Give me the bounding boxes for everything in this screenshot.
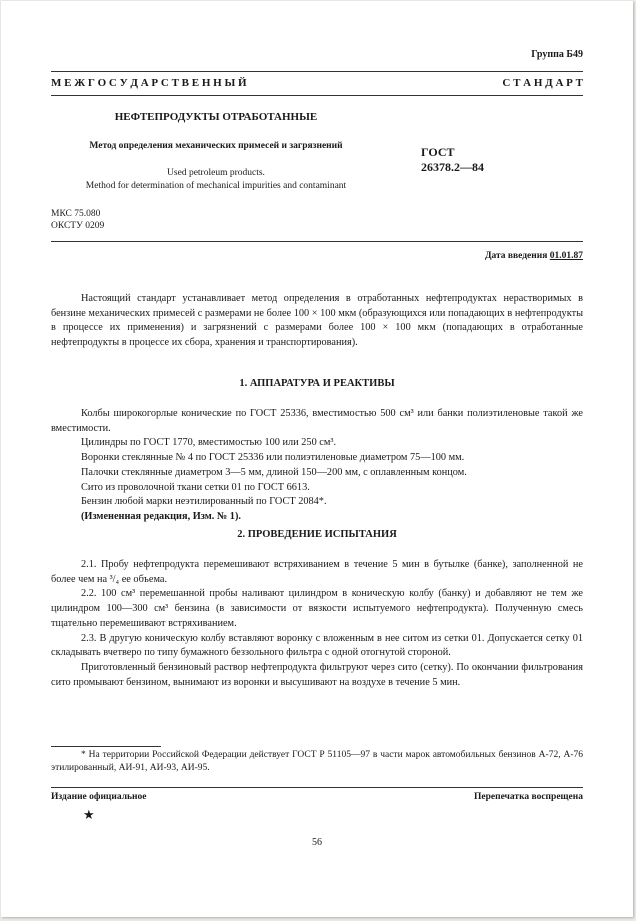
revision-note: (Измененная редакция, Изм. № 1).	[81, 510, 241, 522]
footer-rule	[51, 787, 583, 788]
clause-2-3: 2.3. В другую коническую колбу вставляют воронку с вложенным в нее ситом из сетки 01. Допускается сетку 01 складывать вчетверо по типу бумажного беззольного фильтра с одной отогнутой стороной.	[51, 632, 583, 659]
top-rule	[51, 71, 583, 72]
date-value: 01.01.87	[549, 251, 583, 261]
section-2	[51, 528, 583, 543]
list-item: Воронки стеклянные № 4 по ГОСТ 25336 или полиэтиленовые диаметром 75—100 мм.	[81, 452, 465, 464]
section-1	[51, 377, 583, 392]
list-item: Бензин любой марки неэтилированный по ГОСТ 2084*.	[81, 496, 327, 508]
footnote-text: * На территории Российской Федерации действует ГОСТ Р 51105—97 в части марок автомобильных бензинов А-72, А-76 этилированный, АИ-91, АИ-93, АИ-95.	[51, 750, 583, 773]
section2-heading: 2. ПРОВЕДЕНИЕ ИСПЫТАНИЯ	[237, 529, 397, 540]
banner-rule	[51, 95, 583, 96]
section-2-text	[51, 558, 583, 690]
page-number: 56	[312, 837, 322, 848]
gost-label: ГОСТ	[421, 145, 455, 159]
intro-paragraph: Настоящий стандарт устанавливает метод определения в отработанных нефтепродуктах нерастворимых в бензине механических примесей с размерами не более 100 × 100 мкм (образующихся или попадающих в нефтепродукты в процессе их применения) и загрязнений с размерами более 100 × 100 мкм (попадающих в отработанные нефтепродукты в процессе их сбора, хранения и транспортирования).	[51, 293, 583, 349]
section-1-list	[51, 407, 583, 525]
document-subtitle: Метод определения механических примесей и загрязнений	[89, 141, 343, 151]
banner-left: М Е Ж Г О С У Д А Р С Т В Е Н Н Ы Й	[51, 77, 247, 89]
clause-2-2: 2.2. 100 см³ перемешанной пробы наливают цилиндром в коническую колбу (банку) и добавляют не тем же цилиндром 100—300 см³ бензина (в зависимости от вязкости испытуемого нефтепродукта). Полученную смесь тщательно перемешивают встряхиванием.	[51, 588, 583, 629]
mks-code: МКС 75.080	[51, 209, 101, 219]
list-item: Сито из проволочной ткани сетки 01 по ГОСТ 6613.	[81, 481, 310, 493]
official-edition: Издание официальное	[51, 792, 147, 802]
okstu-code: ОКСТУ 0209	[51, 221, 105, 231]
footnote-rule	[51, 746, 161, 747]
list-item: Колбы широкогорлые конические по ГОСТ 25336, вместимостью 500 см³ или банки полиэтиленовые такой же вместимости.	[51, 408, 583, 434]
document-page	[1, 1, 633, 917]
banner-right: С Т А Н Д А Р Т	[502, 77, 583, 89]
gost-designation	[421, 145, 484, 175]
english-title-line2: Method for determination of mechanical impurities and contaminant	[85, 181, 347, 191]
list-item: Цилиндры по ГОСТ 1770, вместимостью 100 или 250 см³.	[81, 437, 337, 449]
header-rule	[51, 241, 583, 242]
clause-2-1: 2.1. Пробу нефтепродукта перемешивают встряхиванием в течение 5 мин в бутылке (банке), заполненной не более чем на ³/₄ ее объема.	[51, 559, 583, 585]
classification-codes	[51, 208, 104, 232]
star-icon: ★	[83, 807, 95, 822]
introduction-date	[485, 251, 583, 261]
document-title: НЕФТЕПРОДУКТЫ ОТРАБОТАННЫЕ	[114, 111, 318, 123]
section1-heading: 1. АППАРАТУРА И РЕАКТИВЫ	[239, 378, 395, 389]
date-label: Дата введения	[484, 251, 548, 261]
gost-number: 26378.2—84	[421, 160, 484, 174]
footnote	[51, 749, 583, 775]
english-title-line1: Used petroleum products.	[167, 168, 265, 178]
reprint-prohibited: Перепечатка воспрещена	[473, 792, 583, 802]
intro-paragraph-block	[51, 292, 583, 351]
clause-2-3-continued: Приготовленный бензиновый раствор нефтепродукта фильтруют через сито (сетку). По окончании фильтрования сито промывают бензином, вынимают из воронки и высушивают на воздухе в течение 5 мин.	[51, 661, 583, 688]
list-item: Палочки стеклянные диаметром 3—5 мм, длиной 150—200 мм, с оплавленным концом.	[81, 466, 467, 478]
standard-banner	[51, 77, 583, 89]
group-code: Группа Б49	[531, 49, 583, 60]
